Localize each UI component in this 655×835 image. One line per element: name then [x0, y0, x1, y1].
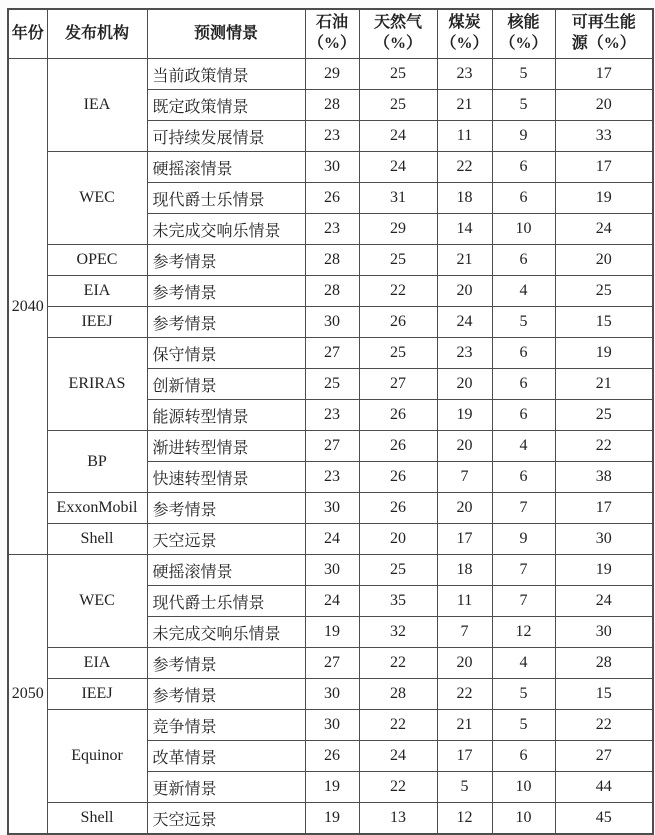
value-cell: 24 [437, 307, 492, 338]
column-header-line1: 石油 [315, 14, 348, 32]
value-cell: 24 [305, 524, 359, 555]
value-cell: 4 [492, 276, 555, 307]
value-cell: 12 [437, 803, 492, 835]
value-cell: 21 [437, 90, 492, 121]
agency-cell: OPEC [47, 245, 147, 276]
table-row [8, 276, 653, 307]
scenario-cell: 天空远景 [147, 803, 305, 835]
value-cell: 6 [492, 462, 555, 493]
value-cell: 14 [437, 214, 492, 245]
scenario-cell: 改革情景 [147, 741, 305, 772]
value-cell: 22 [359, 710, 437, 741]
value-cell: 32 [359, 617, 437, 648]
column-header-line1: 天然气 [373, 14, 422, 32]
scenario-cell: 参考情景 [147, 648, 305, 679]
value-cell: 30 [305, 679, 359, 710]
value-cell: 22 [437, 152, 492, 183]
table-row [8, 431, 653, 462]
scenario-cell: 更新情景 [147, 772, 305, 803]
agency-cell: BP [47, 431, 147, 493]
value-cell: 18 [437, 183, 492, 214]
table-row [8, 307, 653, 338]
value-cell: 19 [305, 617, 359, 648]
value-cell: 27 [305, 338, 359, 369]
table-row [8, 648, 653, 679]
value-cell: 25 [359, 59, 437, 90]
value-cell: 25 [305, 369, 359, 400]
scenario-cell: 保守情景 [147, 338, 305, 369]
scenario-cell: 天空远景 [147, 524, 305, 555]
value-cell: 29 [305, 59, 359, 90]
scenario-cell: 能源转型情景 [147, 400, 305, 431]
value-cell: 33 [555, 121, 653, 152]
value-cell: 5 [492, 307, 555, 338]
column-header-line1: 煤炭 [448, 14, 481, 32]
value-cell: 17 [555, 493, 653, 524]
value-cell: 23 [305, 121, 359, 152]
value-cell: 26 [359, 400, 437, 431]
value-cell: 44 [555, 772, 653, 803]
value-cell: 38 [555, 462, 653, 493]
column-header [437, 9, 492, 59]
value-cell: 22 [359, 276, 437, 307]
value-cell: 22 [555, 710, 653, 741]
value-cell: 35 [359, 586, 437, 617]
column-header-line1: 年份 [11, 24, 44, 42]
agency-cell: IEEJ [47, 307, 147, 338]
value-cell: 10 [492, 214, 555, 245]
column-header-line1: 可再生能 [571, 14, 636, 32]
table-row [8, 555, 653, 586]
value-cell: 7 [437, 462, 492, 493]
value-cell: 15 [555, 679, 653, 710]
value-cell: 20 [555, 90, 653, 121]
value-cell: 25 [359, 555, 437, 586]
scenario-cell: 竞争情景 [147, 710, 305, 741]
agency-cell: WEC [47, 555, 147, 648]
year-cell: 2040 [8, 59, 47, 555]
value-cell: 25 [359, 338, 437, 369]
value-cell: 25 [555, 276, 653, 307]
value-cell: 6 [492, 152, 555, 183]
value-cell: 26 [359, 493, 437, 524]
value-cell: 23 [305, 400, 359, 431]
column-header [555, 9, 653, 59]
value-cell: 5 [492, 90, 555, 121]
agency-cell: WEC [47, 152, 147, 245]
energy-forecast-table [7, 8, 654, 835]
value-cell: 24 [305, 586, 359, 617]
value-cell: 30 [305, 555, 359, 586]
agency-cell: EIA [47, 648, 147, 679]
value-cell: 24 [555, 586, 653, 617]
value-cell: 22 [359, 772, 437, 803]
value-cell: 20 [437, 648, 492, 679]
scenario-cell: 未完成交响乐情景 [147, 617, 305, 648]
scenario-cell: 参考情景 [147, 245, 305, 276]
scenario-cell: 参考情景 [147, 493, 305, 524]
column-header [359, 9, 437, 59]
value-cell: 31 [359, 183, 437, 214]
value-cell: 28 [305, 90, 359, 121]
column-header-line2: （%） [373, 35, 422, 52]
value-cell: 28 [305, 245, 359, 276]
agency-cell: IEA [47, 59, 147, 152]
value-cell: 6 [492, 183, 555, 214]
table-body [8, 59, 653, 835]
value-cell: 22 [437, 679, 492, 710]
scenario-cell: 快速转型情景 [147, 462, 305, 493]
value-cell: 7 [492, 493, 555, 524]
scenario-cell: 现代爵士乐情景 [147, 586, 305, 617]
value-cell: 26 [305, 741, 359, 772]
value-cell: 20 [359, 524, 437, 555]
value-cell: 5 [492, 59, 555, 90]
value-cell: 6 [492, 400, 555, 431]
agency-cell: Equinor [47, 710, 147, 803]
value-cell: 11 [437, 586, 492, 617]
table-row [8, 338, 653, 369]
scenario-cell: 创新情景 [147, 369, 305, 400]
value-cell: 25 [359, 245, 437, 276]
column-header-line2: （%） [440, 35, 489, 52]
value-cell: 30 [305, 493, 359, 524]
value-cell: 27 [359, 369, 437, 400]
table-row [8, 679, 653, 710]
value-cell: 10 [492, 803, 555, 835]
value-cell: 24 [359, 152, 437, 183]
value-cell: 19 [305, 803, 359, 835]
value-cell: 15 [555, 307, 653, 338]
value-cell: 28 [555, 648, 653, 679]
value-cell: 20 [437, 276, 492, 307]
value-cell: 27 [555, 741, 653, 772]
agency-cell: IEEJ [47, 679, 147, 710]
scenario-cell: 现代爵士乐情景 [147, 183, 305, 214]
column-header [8, 9, 47, 59]
scenario-cell: 参考情景 [147, 679, 305, 710]
value-cell: 26 [359, 431, 437, 462]
value-cell: 19 [555, 338, 653, 369]
value-cell: 45 [555, 803, 653, 835]
column-header-line2: （%） [499, 35, 548, 52]
value-cell: 23 [305, 462, 359, 493]
value-cell: 24 [555, 214, 653, 245]
value-cell: 23 [437, 59, 492, 90]
value-cell: 28 [305, 276, 359, 307]
value-cell: 19 [437, 400, 492, 431]
agency-cell: ERIRAS [47, 338, 147, 431]
scenario-cell: 渐进转型情景 [147, 431, 305, 462]
value-cell: 7 [437, 617, 492, 648]
agency-cell: Shell [47, 803, 147, 835]
scenario-cell: 硬摇滚情景 [147, 152, 305, 183]
value-cell: 13 [359, 803, 437, 835]
table-row [8, 524, 653, 555]
value-cell: 25 [555, 400, 653, 431]
value-cell: 30 [555, 617, 653, 648]
value-cell: 21 [555, 369, 653, 400]
value-cell: 30 [305, 710, 359, 741]
value-cell: 17 [555, 59, 653, 90]
scenario-cell: 可持续发展情景 [147, 121, 305, 152]
value-cell: 30 [305, 152, 359, 183]
value-cell: 18 [437, 555, 492, 586]
agency-cell: Shell [47, 524, 147, 555]
value-cell: 29 [359, 214, 437, 245]
column-header-line1: 核能 [507, 14, 540, 32]
value-cell: 10 [492, 772, 555, 803]
value-cell: 6 [492, 741, 555, 772]
value-cell: 23 [305, 214, 359, 245]
value-cell: 26 [359, 462, 437, 493]
value-cell: 30 [305, 307, 359, 338]
value-cell: 28 [359, 679, 437, 710]
value-cell: 4 [492, 648, 555, 679]
value-cell: 5 [492, 679, 555, 710]
value-cell: 6 [492, 338, 555, 369]
value-cell: 22 [555, 431, 653, 462]
table-row [8, 803, 653, 835]
value-cell: 9 [492, 524, 555, 555]
table-row [8, 710, 653, 741]
value-cell: 24 [359, 741, 437, 772]
column-header-line2: （%） [307, 35, 356, 52]
value-cell: 24 [359, 121, 437, 152]
scenario-cell: 未完成交响乐情景 [147, 214, 305, 245]
agency-cell: ExxonMobil [47, 493, 147, 524]
value-cell: 21 [437, 245, 492, 276]
value-cell: 17 [437, 741, 492, 772]
value-cell: 6 [492, 369, 555, 400]
value-cell: 17 [437, 524, 492, 555]
column-header [147, 9, 305, 59]
value-cell: 23 [437, 338, 492, 369]
column-header-line1: 发布机构 [64, 24, 129, 42]
value-cell: 19 [555, 183, 653, 214]
agency-cell: EIA [47, 276, 147, 307]
table-row [8, 493, 653, 524]
scenario-cell: 既定政策情景 [147, 90, 305, 121]
table-row [8, 59, 653, 90]
scenario-cell: 硬摇滚情景 [147, 555, 305, 586]
value-cell: 11 [437, 121, 492, 152]
value-cell: 19 [555, 555, 653, 586]
value-cell: 17 [555, 152, 653, 183]
value-cell: 7 [492, 586, 555, 617]
value-cell: 5 [437, 772, 492, 803]
value-cell: 12 [492, 617, 555, 648]
header-row [8, 9, 653, 59]
scenario-cell: 当前政策情景 [147, 59, 305, 90]
value-cell: 20 [437, 431, 492, 462]
scenario-cell: 参考情景 [147, 276, 305, 307]
value-cell: 30 [555, 524, 653, 555]
table-row [8, 152, 653, 183]
value-cell: 6 [492, 245, 555, 276]
column-header-line2: 源（%） [571, 35, 636, 52]
column-header-line1: 预测情景 [193, 24, 258, 42]
value-cell: 20 [555, 245, 653, 276]
value-cell: 27 [305, 648, 359, 679]
value-cell: 4 [492, 431, 555, 462]
value-cell: 7 [492, 555, 555, 586]
value-cell: 20 [437, 369, 492, 400]
value-cell: 21 [437, 710, 492, 741]
value-cell: 19 [305, 772, 359, 803]
value-cell: 20 [437, 493, 492, 524]
column-header [305, 9, 359, 59]
value-cell: 26 [305, 183, 359, 214]
scenario-cell: 参考情景 [147, 307, 305, 338]
value-cell: 25 [359, 90, 437, 121]
value-cell: 5 [492, 710, 555, 741]
table-row [8, 245, 653, 276]
column-header [47, 9, 147, 59]
value-cell: 9 [492, 121, 555, 152]
column-header [492, 9, 555, 59]
value-cell: 22 [359, 648, 437, 679]
value-cell: 27 [305, 431, 359, 462]
year-cell: 2050 [8, 555, 47, 835]
value-cell: 26 [359, 307, 437, 338]
